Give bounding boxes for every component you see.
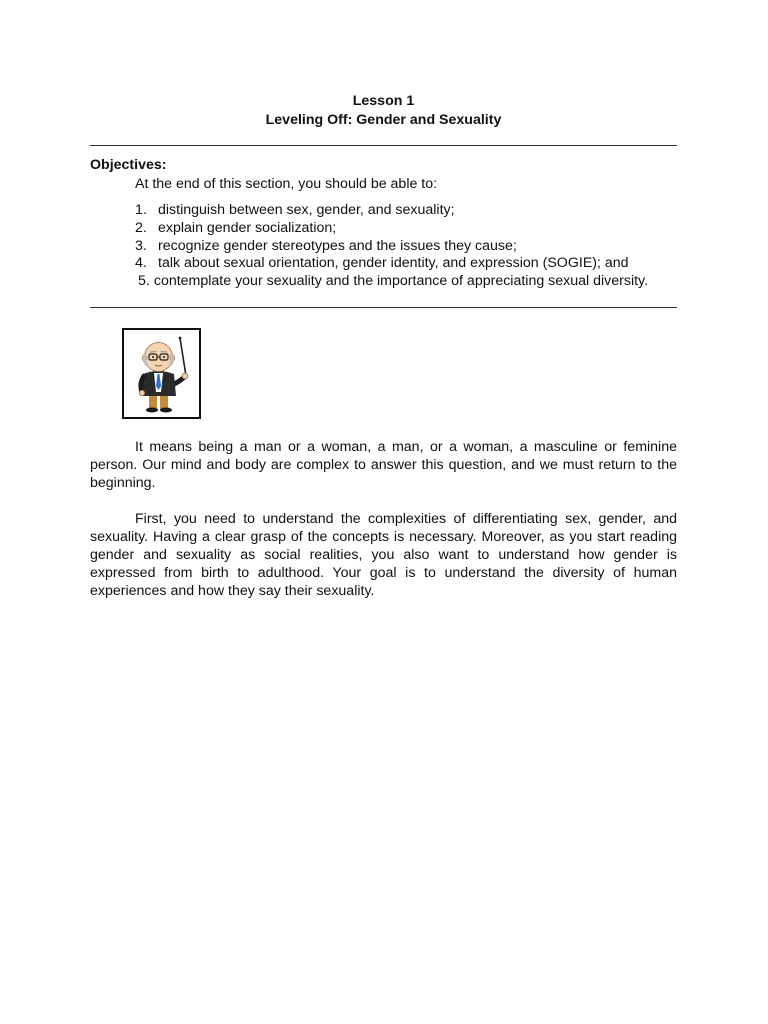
bottom-divider [90, 307, 677, 308]
top-divider [90, 145, 677, 146]
objective-number: 3. [135, 237, 147, 254]
objective-number: 2. [135, 219, 147, 236]
objective-number: 5. [138, 273, 150, 290]
objective-text: explain gender socialization; [158, 219, 337, 236]
objective-item [135, 220, 695, 238]
objective-number: 1. [135, 202, 147, 218]
objective-text: recognize gender stereotypes and the issues they cause; [158, 237, 517, 254]
objective-item [135, 238, 695, 256]
objective-text: contemplate your sexuality and the importance of appreciating sexual diversity. [153, 273, 649, 290]
lesson-number: Lesson 1 [352, 93, 415, 109]
body-paragraph: It means being a man or a woman, a man, or a woman, a masculine or feminine person. Our mind and body are complex to answer this question, and we must return to the beginning. [90, 439, 677, 491]
lesson-title: Leveling Off: Gender and Sexuality [265, 112, 502, 128]
objective-item [135, 255, 695, 273]
objective-item [135, 202, 695, 220]
objectives-intro: At the end of this section, you should be able to: [135, 176, 438, 192]
objective-number: 4. [135, 255, 147, 272]
teacher-with-pointer-icon [124, 330, 199, 417]
teacher-illustration [122, 328, 201, 419]
body-paragraph: First, you need to understand the complexities of differentiating sex, gender, and sexuality. Having a clear grasp of the concepts is necessary. Moreover, as you start reading gender and sexuality as social realities, you also want to understand how gender is expressed from birth to adulthood. Your goal is to understand the diversity of human experiences and how they say their sexuality. [90, 511, 677, 599]
objective-text: distinguish between sex, gender, and sexuality; [158, 202, 455, 218]
objective-text: talk about sexual orientation, gender identity, and expression (SOGIE); and [158, 255, 629, 272]
objectives-list [135, 202, 695, 291]
objective-item [135, 273, 695, 291]
objectives-heading: Objectives: [90, 157, 167, 173]
